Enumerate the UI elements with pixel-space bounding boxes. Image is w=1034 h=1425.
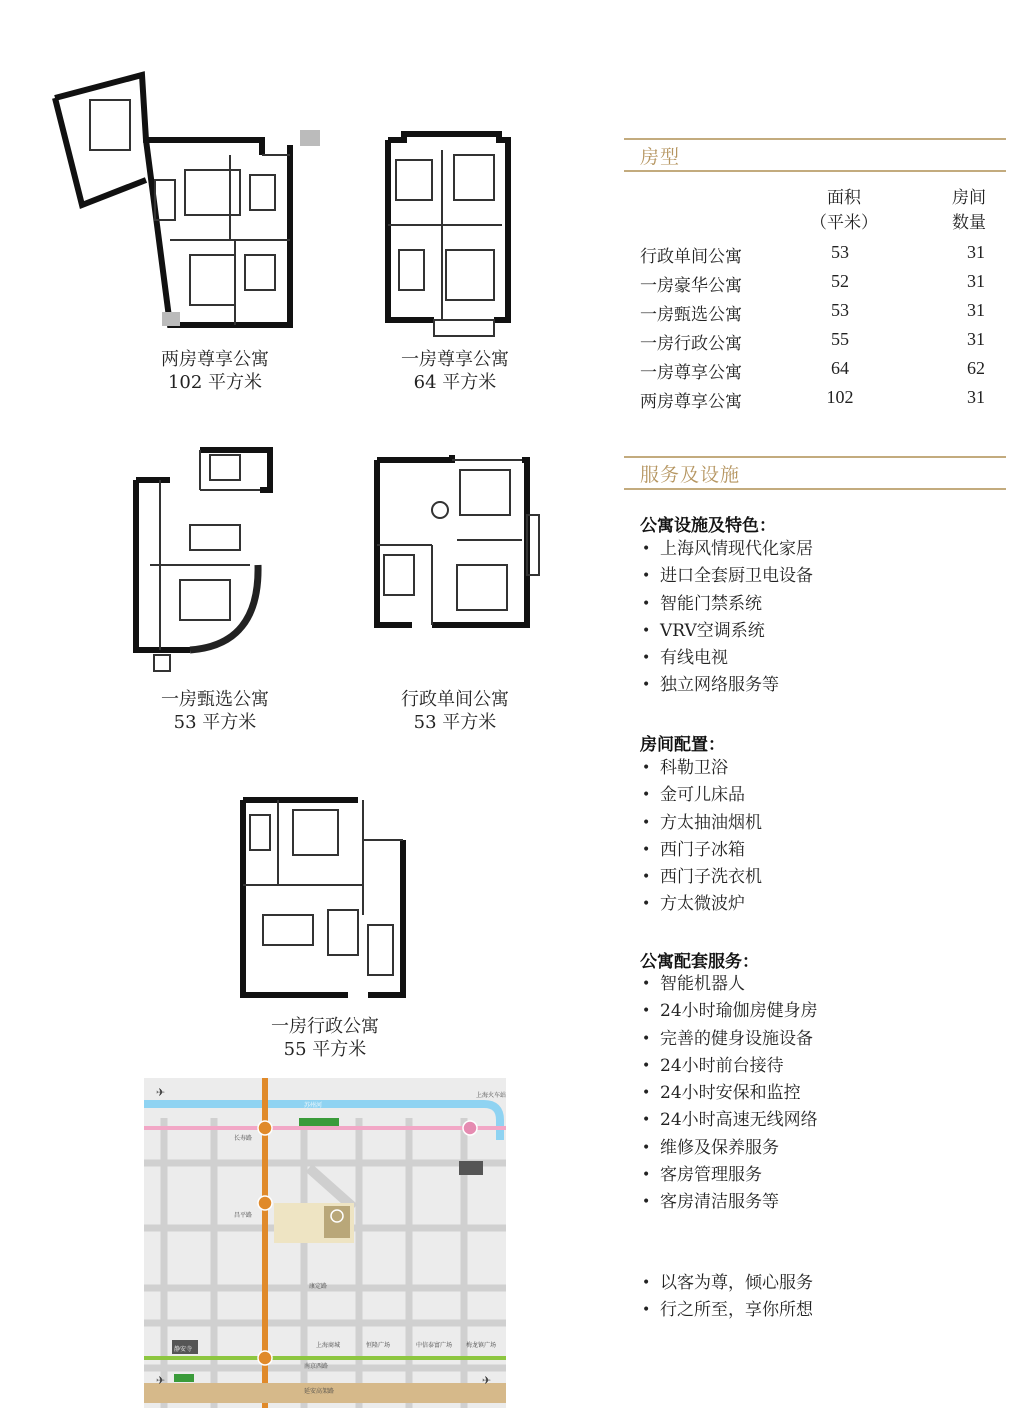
floorplan-caption	[130, 348, 300, 394]
room-type-row	[640, 329, 1000, 358]
service-list-item: • VRV空调系统	[640, 618, 813, 645]
map-label: 中信泰富广场	[416, 1342, 453, 1349]
room-types-header	[624, 138, 1006, 172]
floorplan-one-bedroom-select	[130, 445, 290, 675]
room-type-row	[640, 300, 1000, 329]
map-label-river: 苏州河	[304, 1102, 323, 1109]
room-type-count: 31	[967, 300, 985, 320]
room-type-row	[640, 242, 1000, 271]
floorplan-two-bedroom-deluxe	[50, 70, 330, 330]
floorplan-name: 一房行政公寓	[271, 1016, 379, 1037]
service-list-item: • 上海风情现代化家居	[640, 536, 813, 563]
service-list-item: • 完善的健身设施设备	[640, 1026, 818, 1053]
room-type-count: 31	[967, 242, 985, 262]
service-list-item: • 方太抽油烟机	[640, 810, 762, 837]
service-group-title: 公寓设施及特色：	[640, 516, 776, 536]
room-type-area: 64	[831, 358, 849, 378]
floorplan-caption	[375, 688, 535, 734]
section-title: 房型	[640, 146, 681, 168]
room-type-row	[640, 358, 1000, 387]
room-type-count: 31	[967, 329, 985, 349]
room-type-name: 一房尊享公寓	[640, 363, 742, 383]
service-list-item: • 智能机器人	[640, 971, 818, 998]
slogan-list	[640, 1270, 813, 1325]
col-header-count-line1: 房间	[952, 188, 986, 208]
floorplan-name: 一房甄选公寓	[161, 689, 269, 710]
room-type-name: 一房甄选公寓	[640, 305, 742, 325]
room-type-count: 31	[967, 271, 985, 291]
room-type-area: 52	[831, 271, 849, 291]
map-label: 康定路	[309, 1283, 328, 1290]
room-type-area: 102	[826, 387, 854, 407]
room-type-area: 55	[831, 329, 849, 349]
floorplan-caption	[245, 1015, 405, 1061]
map-label: 长寿路	[234, 1135, 253, 1142]
service-list-item: • 西门子洗衣机	[640, 864, 762, 891]
col-header-area-line1: 面积	[827, 188, 861, 208]
service-list-item: • 独立网络服务等	[640, 672, 813, 699]
service-list-item: • 客房清洁服务等	[640, 1189, 818, 1216]
floorplan-area: 53 平方米	[173, 712, 257, 733]
floorplan-area: 64 平方米	[413, 372, 497, 393]
location-map[interactable]	[144, 1078, 506, 1408]
room-type-area: 53	[831, 242, 849, 262]
service-list-item: • 客房管理服务	[640, 1162, 818, 1189]
slogan-item: • 以客为尊，倾心服务	[640, 1270, 813, 1297]
service-list-item: • 方太微波炉	[640, 891, 762, 918]
room-type-count: 31	[967, 387, 985, 407]
room-type-count: 62	[967, 358, 985, 378]
floorplan-executive-studio	[372, 455, 542, 635]
room-type-name: 行政单间公寓	[640, 247, 742, 267]
col-header-count-line2: 数量	[952, 213, 986, 233]
floorplan-name: 一房尊享公寓	[401, 349, 509, 370]
map-label: 昌平路	[234, 1212, 253, 1219]
service-list-item: • 24小时前台接待	[640, 1053, 818, 1080]
service-list-item: • 智能门禁系统	[640, 591, 813, 618]
service-group-title: 公寓配套服务：	[640, 952, 759, 972]
col-header-area-line2: （平米）	[810, 213, 878, 233]
service-list-item: • 维修及保养服务	[640, 1135, 818, 1162]
service-list-item: • 有线电视	[640, 645, 813, 672]
services-header	[624, 456, 1006, 490]
service-list-item: • 金可儿床品	[640, 782, 762, 809]
service-list	[640, 755, 762, 919]
service-list-item: • 24小时安保和监控	[640, 1080, 818, 1107]
section-title: 服务及设施	[640, 464, 741, 486]
service-group-title: 房间配置：	[640, 735, 725, 755]
room-type-row	[640, 271, 1000, 300]
map-label: 梅龙镇广场	[466, 1342, 497, 1349]
floorplan-area: 53 平方米	[413, 712, 497, 733]
floorplan-area: 102 平方米	[167, 372, 263, 393]
map-label: 恒隆广场	[366, 1342, 391, 1349]
service-list-item: • 进口全套厨卫电设备	[640, 563, 813, 590]
map-label: 南京西路	[304, 1363, 329, 1370]
service-list-item: • 24小时高速无线网络	[640, 1107, 818, 1134]
airplane-icon: ✈	[156, 1374, 166, 1387]
room-type-name: 两房尊享公寓	[640, 392, 742, 412]
room-type-name: 一房行政公寓	[640, 334, 742, 354]
floorplan-one-bedroom-executive	[238, 795, 413, 1005]
room-type-row	[640, 387, 1000, 416]
service-list	[640, 971, 818, 1217]
airplane-icon: ✈	[482, 1374, 492, 1387]
map-label: 延安高架路	[304, 1388, 335, 1395]
map-label: 上海火车站	[476, 1092, 507, 1099]
slogan-item: • 行之所至，享你所想	[640, 1297, 813, 1324]
floorplan-one-bedroom-deluxe	[384, 130, 526, 340]
map-label: 上海商城	[316, 1342, 341, 1349]
col-header-area	[806, 186, 882, 236]
floorplan-caption	[130, 688, 300, 734]
service-list-item: • 西门子冰箱	[640, 837, 762, 864]
floorplan-name: 两房尊享公寓	[161, 349, 269, 370]
floorplan-name: 行政单间公寓	[401, 689, 509, 710]
room-type-area: 53	[831, 300, 849, 320]
service-list-item: • 24小时瑜伽房健身房	[640, 998, 818, 1025]
airplane-icon: ✈	[156, 1086, 166, 1099]
service-list-item: • 科勒卫浴	[640, 755, 762, 782]
map-label: 静安寺	[174, 1346, 193, 1353]
floorplan-area: 55 平方米	[283, 1039, 367, 1060]
floorplan-caption	[375, 348, 535, 394]
room-type-name: 一房豪华公寓	[640, 276, 742, 296]
service-list	[640, 536, 813, 700]
col-header-count	[940, 186, 998, 236]
